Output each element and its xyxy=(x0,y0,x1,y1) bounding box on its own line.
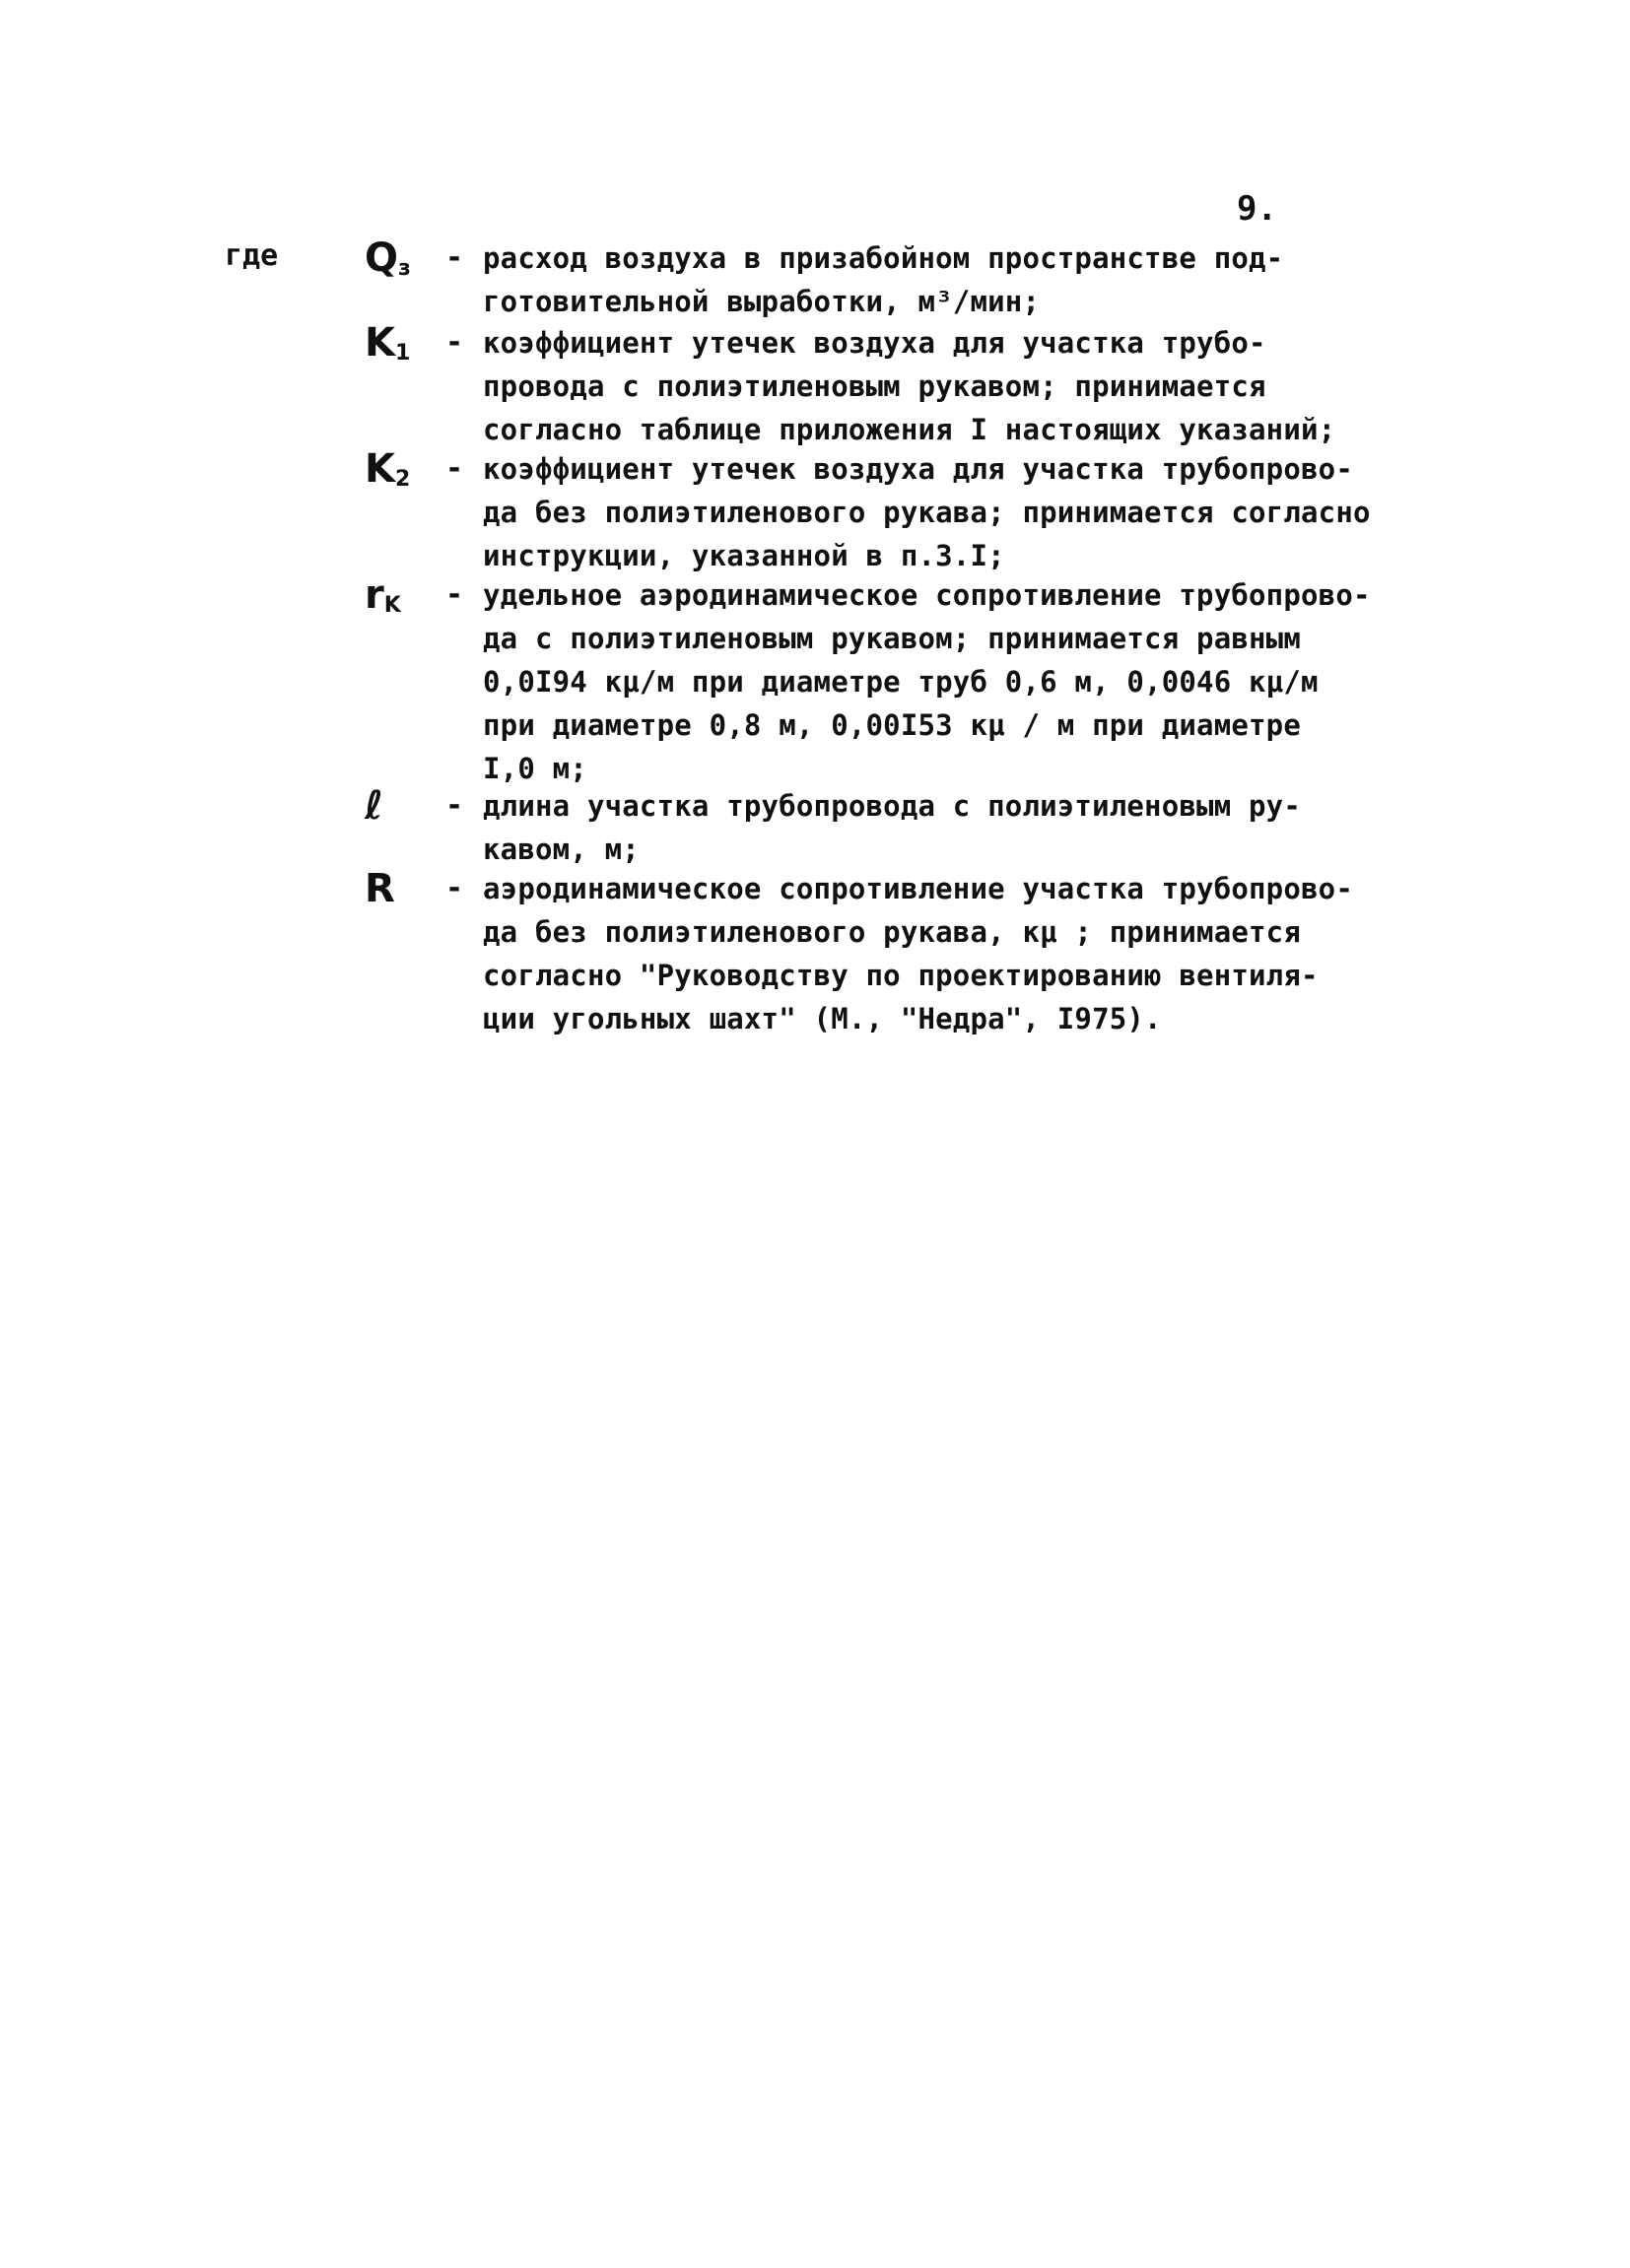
legend-dash: - xyxy=(445,577,464,612)
legend-symbol: R xyxy=(365,866,395,911)
legend-description: удельное аэродинамическое сопротивление трубопрово- да с полиэтиленовым рукавом; принимается равным 0,0I94 кμ/м при диаметре труб 0,6 м, 0,0046 кμ/м при диаметре 0,8 м, 0,00I53 кμ / м при диаметре I,0 м; xyxy=(483,578,1371,785)
legend-dash: - xyxy=(445,325,464,360)
legend-dash: - xyxy=(445,240,464,275)
legend-symbol: $Q_з$ xyxy=(365,235,411,281)
page-number: 9. xyxy=(1237,189,1277,229)
legend-description: аэродинамическое сопротивление участка трубопрово- да без полиэтиленового рукава, кμ ; принимается согласно "Руководству по проектированию вентиля- ции угольных шахт" (М., "Недра", I975). xyxy=(483,872,1353,1035)
legend-description: коэффициент утечек воздуха для участка трубопрово- да без полиэтиленового рукава; принимается согласно инструкции, указанной в п.3.I; xyxy=(483,452,1371,572)
legend-dash: - xyxy=(445,788,464,823)
legend-symbol: $K_1$ xyxy=(365,320,411,366)
legend-description: расход воздуха в призабойном пространстве под- готовительной выработки, м³/мин; xyxy=(483,241,1284,318)
legend-dash: - xyxy=(445,451,464,486)
legend-symbol: ℓ xyxy=(365,783,383,829)
legend-description: коэффициент утечек воздуха для участка трубо- провода с полиэтиленовым рукавом; принимается согласно таблице приложения I настоящих указаний; xyxy=(483,326,1336,446)
legend-symbol: $K_2$ xyxy=(365,446,411,492)
legend-dash: - xyxy=(445,871,464,905)
where-word: где xyxy=(225,238,279,273)
legend-description: длина участка трубопровода с полиэтиленовым ру- кавом, м; xyxy=(483,789,1301,866)
legend-symbol: $r_K$ xyxy=(365,572,401,618)
